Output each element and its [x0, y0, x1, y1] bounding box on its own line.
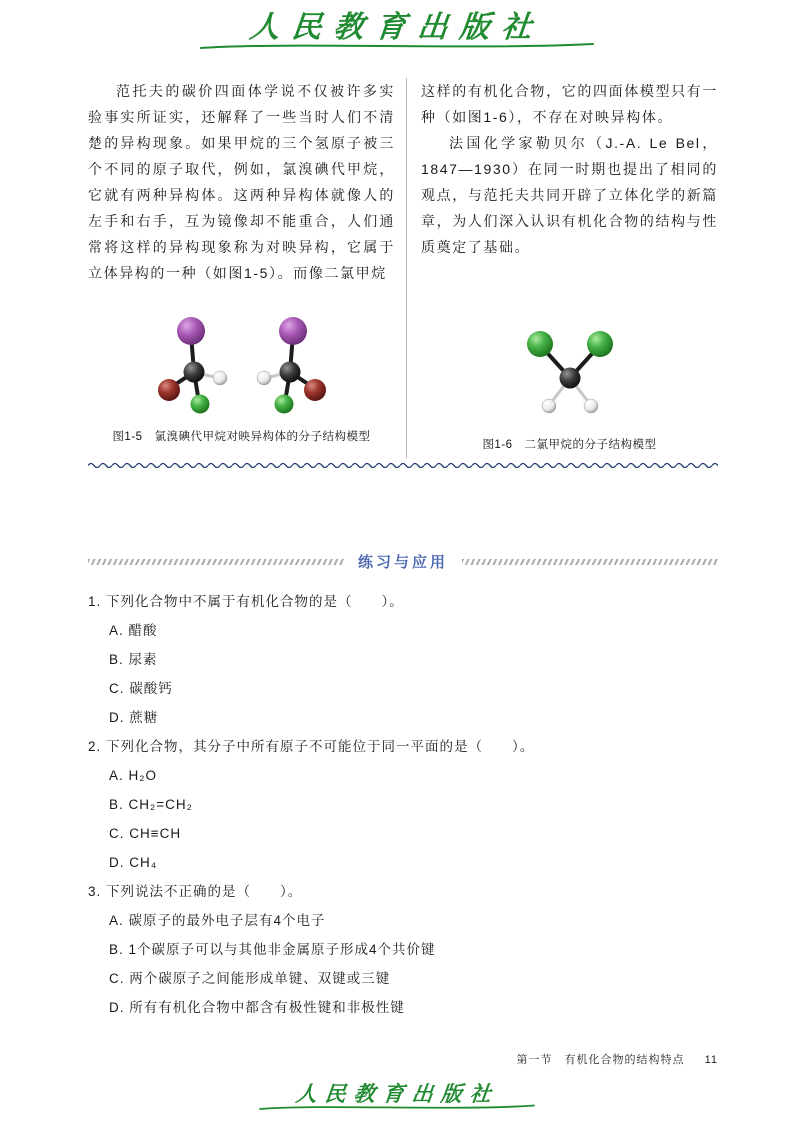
molecule-chbrcli-left — [149, 312, 241, 424]
dotted-bar-left — [88, 559, 344, 565]
question-1-option-c: C. 碳酸钙 — [109, 681, 173, 696]
iodine-atom — [177, 317, 205, 345]
right-text-block — [421, 78, 718, 312]
chlorine-atom — [190, 395, 209, 414]
question-2-option-b: B. CH₂=CH₂ — [109, 797, 193, 812]
question-1 — [88, 592, 724, 728]
question-2-option-a: A. H₂O — [109, 768, 157, 783]
right-column — [407, 78, 718, 458]
molecule-chbrcli-right — [243, 312, 335, 424]
publisher-logo-text: 人民教育出版社 — [294, 1081, 500, 1106]
publisher-logo-text: 人民教育出版社 — [247, 10, 546, 45]
question-3-option-b: B. 1个碳原子可以与其他非金属原子形成4个共价键 — [109, 942, 436, 957]
hydrogen-atom — [213, 371, 227, 385]
hydrogen-atom — [542, 399, 556, 413]
question-2-stem: 2. 下列化合物，其分子中所有原子不可能位于同一平面的是（ ）。 — [88, 739, 535, 754]
publisher-logo-bottom — [0, 1078, 794, 1111]
question-list — [88, 592, 724, 1027]
page-number: 11 — [704, 1054, 718, 1066]
question-3-option-d: D. 所有有机化合物中都含有极性键和非极性键 — [109, 1000, 405, 1015]
bromine-atom — [304, 379, 326, 401]
question-1-option-b: B. 尿素 — [109, 652, 158, 667]
wavy-divider — [88, 461, 718, 470]
left-text-block — [88, 78, 395, 312]
question-1-stem: 1. 下列化合物中不属于有机化合物的是（ ）。 — [88, 594, 404, 609]
hydrogen-atom — [257, 371, 271, 385]
iodine-atom — [279, 317, 307, 345]
bromine-atom — [158, 379, 180, 401]
question-3-option-a: A. 碳原子的最外电子层有4个电子 — [109, 913, 326, 928]
left-column — [88, 78, 395, 458]
dotted-bar-right — [462, 559, 718, 565]
page-footer — [88, 1051, 718, 1067]
question-1-option-d: D. 蔗糖 — [109, 710, 159, 725]
figure-1-6 — [421, 312, 718, 432]
carbon-atom — [559, 368, 580, 389]
article-columns — [88, 78, 718, 458]
question-2 — [88, 737, 724, 873]
left-paragraph: 范托夫的碳价四面体学说不仅被许多实验事实所证实，还解释了一些当时人们不清楚的异构现象。如果甲烷的三个氢原子被三个不同的原子取代，例如，氯溴碘代甲烷，它就有两种异构体。这两种异构体就像人的左手和右手，互为镜像却不能重合，人们通常将这样的异构现象称为对映异构，它属于立体异构的一种（如图1-5）。而像二氯甲烷 — [88, 83, 395, 281]
publisher-logo-top — [0, 2, 794, 50]
figure-1-5-caption: 图1-5 氯溴碘代甲烷对映异构体的分子结构模型 — [112, 431, 371, 443]
hydrogen-atom — [584, 399, 598, 413]
carbon-atom — [279, 362, 300, 383]
question-1-option-a: A. 醋酸 — [109, 623, 158, 638]
carbon-atom — [183, 362, 204, 383]
figure-1-5 — [88, 312, 395, 424]
figure-1-6-caption: 图1-6 二氯甲烷的分子结构模型 — [482, 439, 657, 451]
footer-section-title: 第一节 有机化合物的结构特点 — [516, 1054, 685, 1066]
chlorine-atom — [274, 395, 293, 414]
chlorine-atom — [587, 331, 613, 357]
right-paragraph-2: 法国化学家勒贝尔（J.-A. Le Bel，1847—1930）在同一时期也提出了相同的观点，与范托夫共同开辟了立体化学的新篇章，为人们深入认识有机化合物的结构与性质奠定了基础。 — [421, 135, 718, 255]
molecule-ch2cl2 — [510, 320, 630, 424]
right-paragraph-1: 这样的有机化合物，它的四面体模型只有一种（如图1-6），不存在对映异构体。 — [421, 83, 718, 125]
exercise-title: 练习与应用 — [358, 554, 449, 571]
question-3-stem: 3. 下列说法不正确的是（ ）。 — [88, 884, 303, 899]
question-2-option-d: D. CH₄ — [109, 855, 158, 870]
chlorine-atom — [527, 331, 553, 357]
exercise-section-header — [88, 551, 718, 572]
question-3-option-c: C. 两个碳原子之间能形成单键、双键或三键 — [109, 971, 391, 986]
question-2-option-c: C. CH≡CH — [109, 826, 182, 841]
question-3 — [88, 882, 724, 1018]
